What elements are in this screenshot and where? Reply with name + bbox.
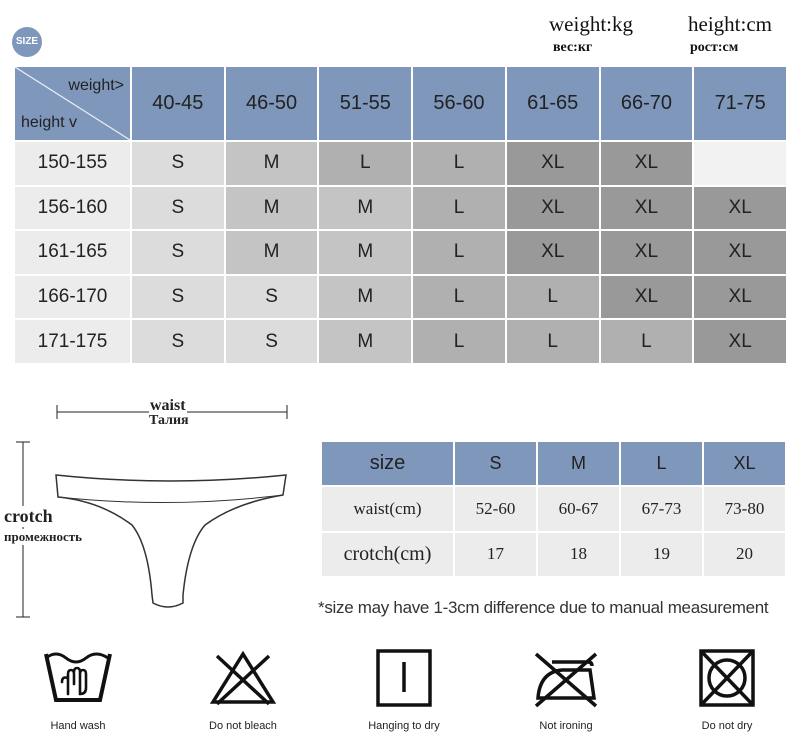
measure-cell: 60-67 <box>538 487 619 530</box>
size-cell: L <box>601 320 693 363</box>
size-cell: S <box>132 142 224 185</box>
weight-column-header: 66-70 <box>601 67 693 140</box>
height-row-header: 161-165 <box>15 231 130 274</box>
size-cell: S <box>132 276 224 319</box>
size-cell: S <box>132 231 224 274</box>
size-cell <box>694 142 786 185</box>
care-label: Do not dry <box>701 720 753 732</box>
measure-cell: 20 <box>704 533 785 576</box>
measurement-note: *size may have 1-3cm difference due to manual measurement <box>318 598 769 617</box>
measurement-table <box>322 442 785 576</box>
weight-unit-label: weight:kg <box>549 12 633 36</box>
weight-unit-label-ru: вес:кг <box>553 40 593 55</box>
weight-column-header: 46-50 <box>226 67 318 140</box>
care-no-dry <box>662 648 792 732</box>
size-cell: XL <box>601 231 693 274</box>
corner-height-label: height v <box>21 114 78 131</box>
crotch-label: crotch <box>4 506 53 526</box>
weight-column-header: 40-45 <box>132 67 224 140</box>
size-cell: L <box>413 320 505 363</box>
size-cell: L <box>413 231 505 274</box>
size-cell: L <box>413 276 505 319</box>
weight-column-header: 51-55 <box>319 67 411 140</box>
size-cell: M <box>319 231 411 274</box>
height-row-header: 171-175 <box>15 320 130 363</box>
care-label: Hanging to dry <box>368 720 440 732</box>
measure-header-s: S <box>455 442 536 485</box>
height-row-header: 166-170 <box>15 276 130 319</box>
size-cell: XL <box>694 320 786 363</box>
size-cell: S <box>132 320 224 363</box>
size-badge: SIZE <box>12 27 42 57</box>
measure-cell: 73-80 <box>704 487 785 530</box>
size-cell: L <box>413 142 505 185</box>
size-cell: L <box>507 320 599 363</box>
weight-column-header: 56-60 <box>413 67 505 140</box>
care-label: Do not bleach <box>209 720 277 732</box>
no-tumble-dry-icon <box>687 648 767 708</box>
size-cell: M <box>226 142 318 185</box>
measure-row-label-crotch: crotch(cm) <box>322 533 453 576</box>
measure-cell: 18 <box>538 533 619 576</box>
size-cell: XL <box>694 276 786 319</box>
size-cell: L <box>319 142 411 185</box>
measure-cell: 52-60 <box>455 487 536 530</box>
height-unit-label-ru: рост:см <box>690 40 739 55</box>
care-no-bleach <box>178 648 308 732</box>
no-iron-icon <box>526 648 606 708</box>
size-cell: L <box>507 276 599 319</box>
measure-header-m: M <box>538 442 619 485</box>
size-cell: M <box>226 187 318 230</box>
size-cell: XL <box>601 276 693 319</box>
weight-column-header: 61-65 <box>507 67 599 140</box>
size-cell: S <box>226 320 318 363</box>
care-no-iron <box>501 648 631 732</box>
height-row-header: 156-160 <box>15 187 130 230</box>
measure-cell: 67-73 <box>621 487 702 530</box>
size-cell: XL <box>601 142 693 185</box>
height-row-header: 150-155 <box>15 142 130 185</box>
size-cell: L <box>413 187 505 230</box>
size-cell: XL <box>694 231 786 274</box>
no-bleach-icon <box>203 648 283 708</box>
size-cell: S <box>132 187 224 230</box>
size-cell: M <box>319 320 411 363</box>
corner-weight-label: weight> <box>68 77 124 94</box>
waist-label: waist <box>150 397 186 414</box>
size-cell: XL <box>507 231 599 274</box>
size-cell: XL <box>694 187 786 230</box>
measure-cell: 17 <box>455 533 536 576</box>
waist-label-ru: Талия <box>149 413 189 428</box>
table-corner-header <box>15 67 130 140</box>
hang-dry-icon <box>364 648 444 708</box>
measure-cell: 19 <box>621 533 702 576</box>
measure-row-label-waist: waist(cm) <box>322 487 453 530</box>
size-cell: M <box>319 187 411 230</box>
size-cell: M <box>226 231 318 274</box>
care-label: Not ironing <box>539 720 593 732</box>
care-hand-wash <box>13 648 143 732</box>
crotch-label-ru: промежность <box>4 529 83 544</box>
size-cell: S <box>226 276 318 319</box>
size-cell: XL <box>507 142 599 185</box>
hand-wash-icon <box>38 648 118 708</box>
care-label: Hand wash <box>50 720 106 732</box>
height-unit-label: height:cm <box>688 12 772 36</box>
measure-header-l: L <box>621 442 702 485</box>
size-cell: XL <box>601 187 693 230</box>
measure-header-xl: XL <box>704 442 785 485</box>
measure-header-size: size <box>322 442 453 485</box>
weight-column-header: 71-75 <box>694 67 786 140</box>
size-cell: M <box>319 276 411 319</box>
size-cell: XL <box>507 187 599 230</box>
size-chart-table <box>15 67 786 363</box>
care-hang-dry <box>339 648 469 732</box>
